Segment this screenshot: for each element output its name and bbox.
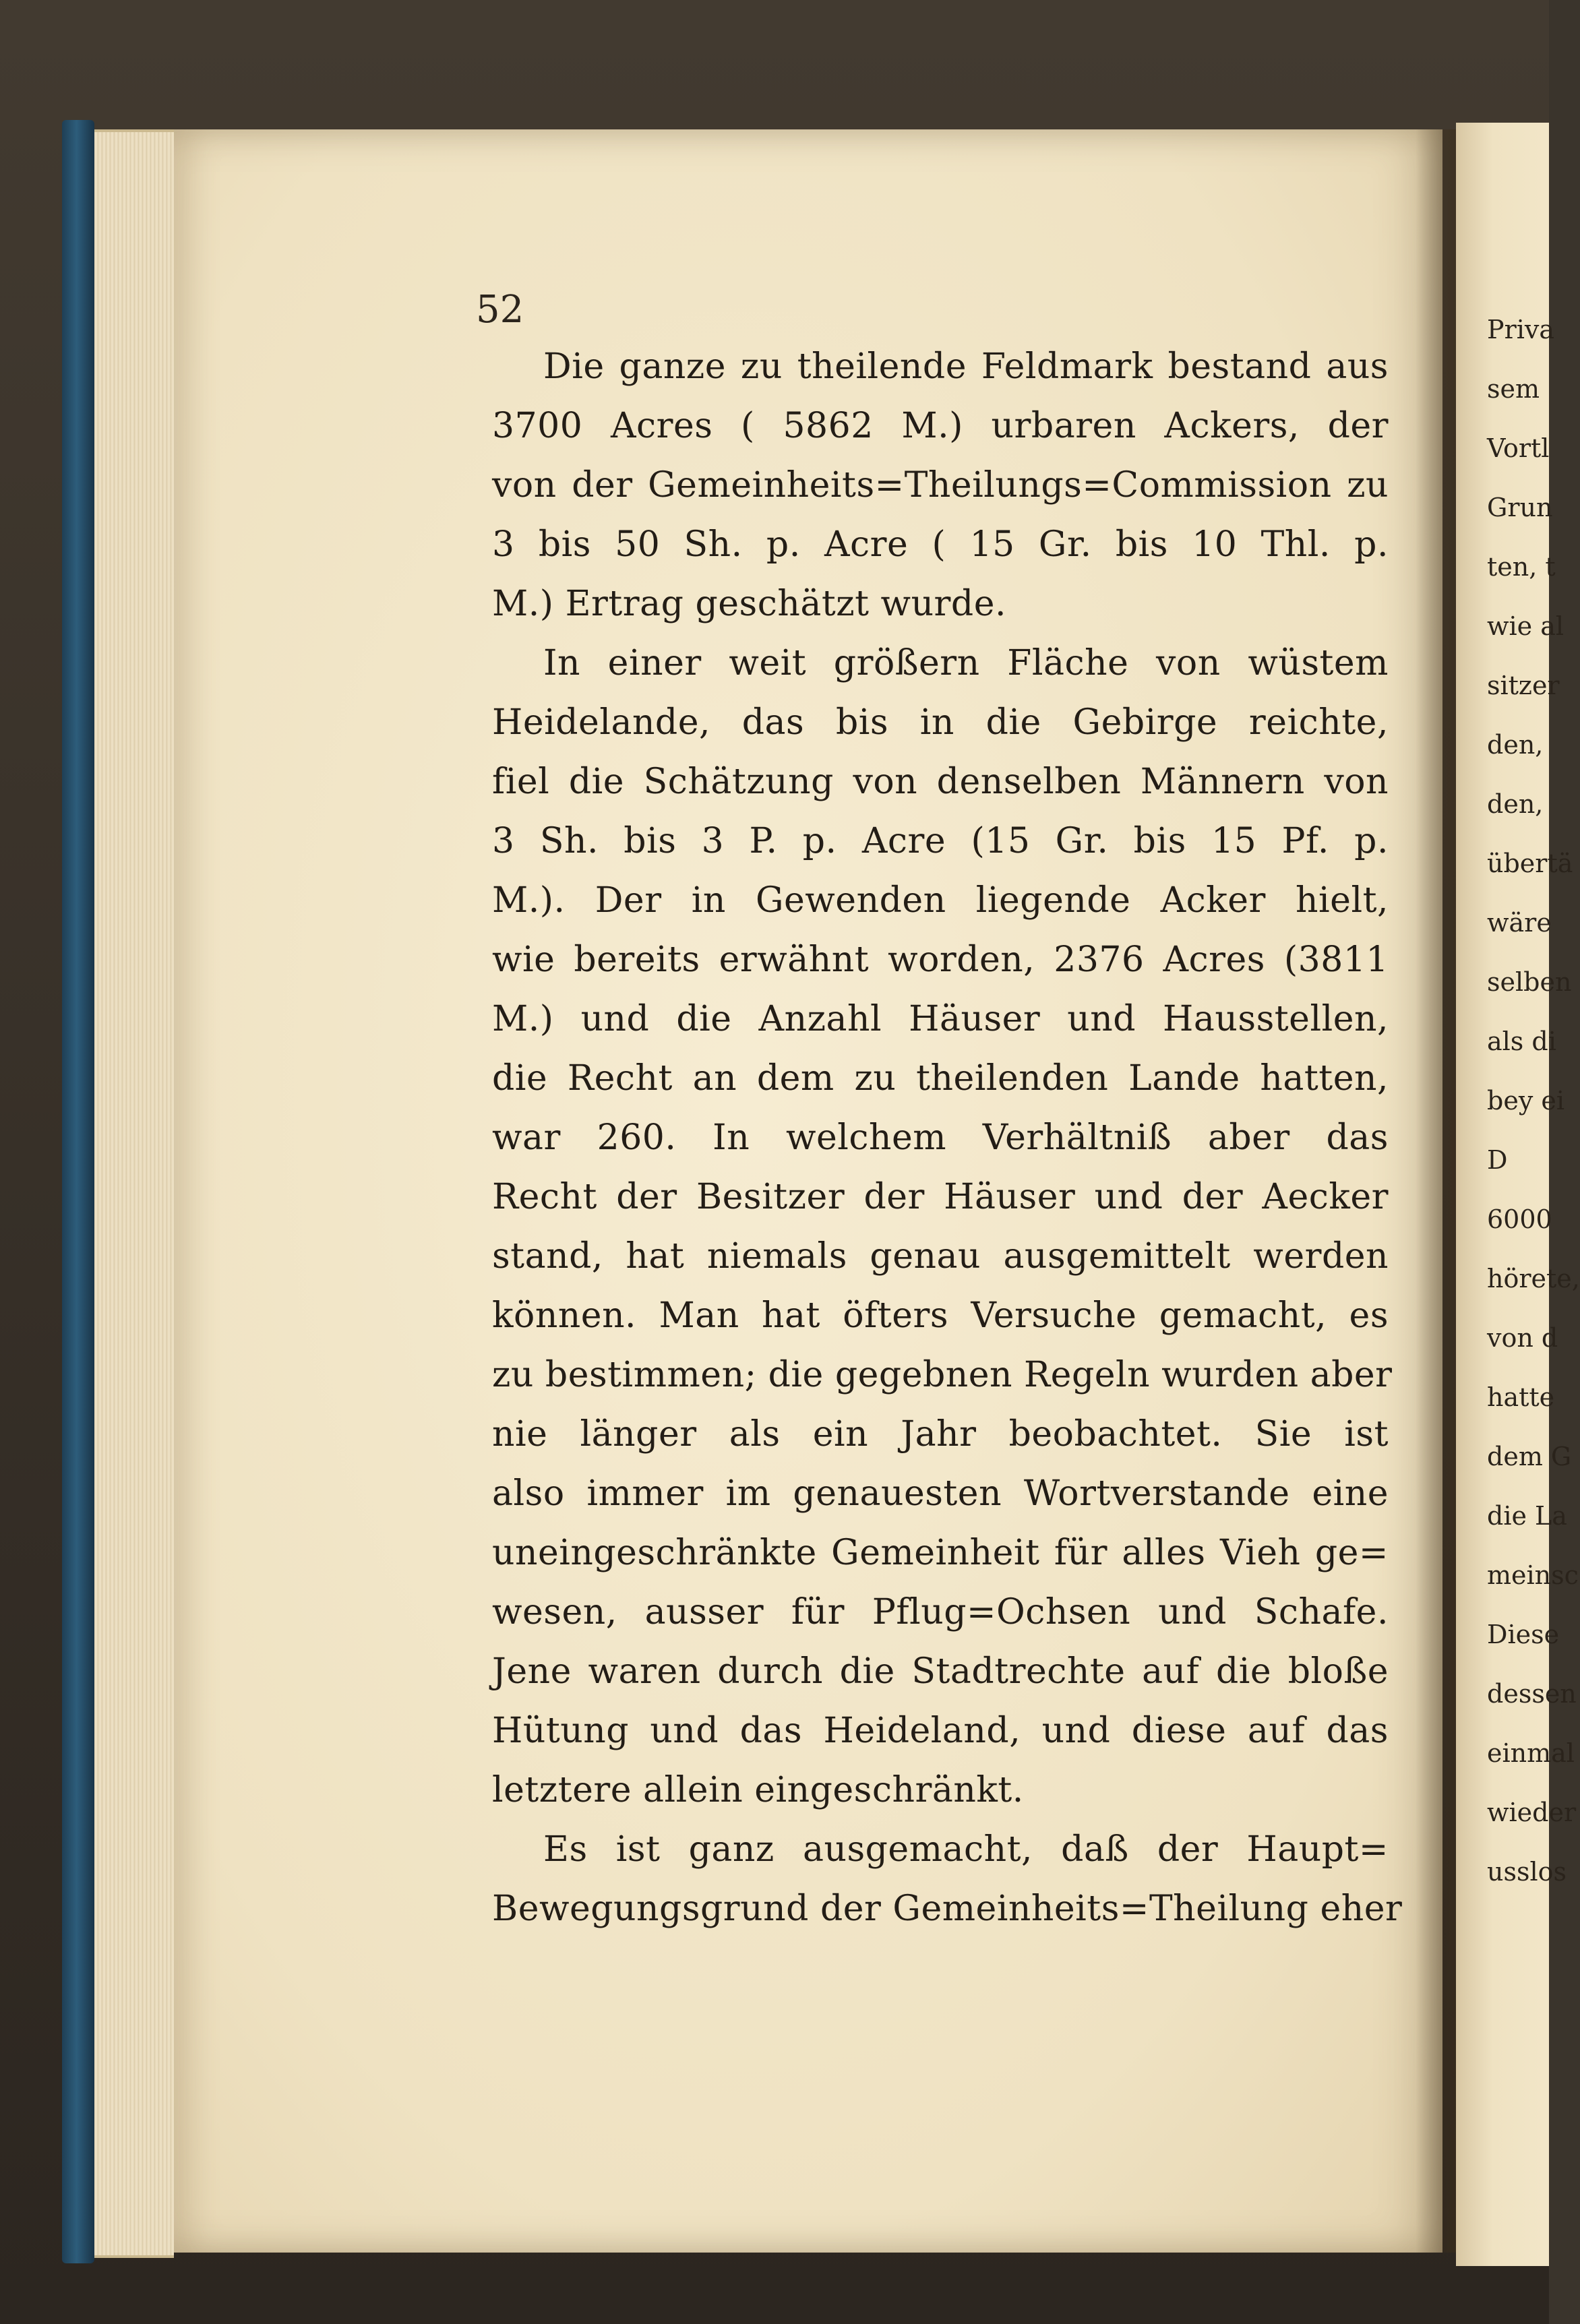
- facing-page-fragment: den,: [1487, 730, 1544, 760]
- facing-page-fragment: wieder: [1487, 1798, 1577, 1827]
- text-line: wesen, ausser für Pflug=Ochsen und Schafe.: [492, 1592, 1389, 1632]
- facing-page-fragment: übertä: [1487, 849, 1573, 878]
- page-block-edge: [94, 129, 174, 2258]
- text-line: M.) und die Anzahl Häuser und Hausstellen,: [492, 999, 1389, 1039]
- facing-page-fragment: Grun: [1487, 493, 1553, 522]
- text-line: In einer weit größern Fläche von wüstem: [543, 643, 1389, 683]
- facing-page-fragment: dessen: [1487, 1679, 1577, 1709]
- facing-page-fragment: D: [1487, 1145, 1508, 1175]
- facing-page-fragment: 6000: [1487, 1204, 1552, 1234]
- facing-page-fragment: sitzer: [1487, 671, 1560, 700]
- facing-page-fragment: selben: [1487, 967, 1572, 997]
- text-line: Es ist ganz ausgemacht, daß der Haupt=: [543, 1829, 1389, 1870]
- facing-page-fragment: Priva: [1487, 315, 1555, 344]
- text-line: M.). Der in Gewenden liegende Acker hielt,: [492, 880, 1389, 921]
- text-line: Jene waren durch die Stadtrechte auf die bloße: [492, 1651, 1389, 1692]
- facing-page-fragment: hatte: [1487, 1382, 1555, 1412]
- page-number: 52: [476, 288, 524, 332]
- facing-page-fragment: dem G: [1487, 1442, 1572, 1471]
- text-line: die Recht an dem zu theilenden Lande hatten,: [492, 1058, 1389, 1099]
- facing-page-fragment: usslos: [1487, 1857, 1567, 1887]
- text-line: stand, hat niemals genau ausgemittelt werden: [492, 1236, 1389, 1277]
- book-cover-edge: [62, 120, 94, 2263]
- text-line: nie länger als ein Jahr beobachtet. Sie ist: [492, 1414, 1389, 1455]
- body-text: [492, 337, 1403, 1938]
- text-line: 3 bis 50 Sh. p. Acre ( 15 Gr. bis 10 Thl. p.: [492, 524, 1389, 565]
- facing-page-fragment: sem: [1487, 374, 1540, 404]
- facing-page-fragment: wie al: [1487, 611, 1564, 641]
- text-line: letztere allein eingeschränkt.: [492, 1770, 1024, 1810]
- facing-page-fragment: den,: [1487, 789, 1544, 819]
- facing-page-fragment: Diese: [1487, 1620, 1560, 1649]
- text-line: können. Man hat öfters Versuche gemacht, es: [492, 1295, 1389, 1336]
- facing-page-fragment: die La: [1487, 1501, 1567, 1531]
- gutter-shadow: [1416, 129, 1456, 2253]
- facing-page-fragment: bey ei: [1487, 1086, 1565, 1115]
- text-line: Recht der Besitzer der Häuser und der Aecker: [492, 1177, 1389, 1217]
- text-line: Bewegungsgrund der Gemeinheits=Theilung eher: [492, 1889, 1403, 1929]
- text-line: Heidelande, das bis in die Gebirge reichte,: [492, 702, 1389, 743]
- text-line: fiel die Schätzung von denselben Männern von: [492, 762, 1389, 802]
- facing-page-fragment: als di: [1487, 1027, 1556, 1056]
- text-line: 3 Sh. bis 3 P. p. Acre (15 Gr. bis 15 Pf. p.: [492, 821, 1389, 861]
- facing-page-fragment: Vortl: [1487, 433, 1550, 463]
- facing-page-text: [1487, 315, 1580, 1918]
- text-line: uneingeschränkte Gemeinheit für alles Vieh ge=: [492, 1533, 1389, 1573]
- text-line: Hütung und das Heideland, und diese auf das: [492, 1711, 1389, 1751]
- text-line: 3700 Acres ( 5862 M.) urbaren Ackers, der: [492, 406, 1389, 446]
- text-line: wie bereits erwähnt worden, 2376 Acres (3811: [492, 940, 1389, 980]
- text-line: zu bestimmen; die gegebnen Regeln wurden aber: [492, 1355, 1393, 1395]
- facing-page-fragment: wäre: [1487, 908, 1552, 938]
- text-line: also immer im genauesten Wortverstande eine: [492, 1473, 1389, 1514]
- text-line: M.) Ertrag geschätzt wurde.: [492, 584, 1007, 624]
- text-line: Die ganze zu theilende Feldmark bestand aus: [543, 346, 1389, 387]
- text-line: von der Gemeinheits=Theilungs=Commission zu: [492, 465, 1389, 506]
- facing-page-fragment: ten, t: [1487, 552, 1556, 582]
- facing-page-fragment: von d: [1487, 1323, 1558, 1353]
- facing-page-fragment: meinsc: [1487, 1560, 1579, 1590]
- facing-page-fragment: einmal: [1487, 1738, 1575, 1768]
- facing-page-fragment: hörete,: [1487, 1264, 1580, 1293]
- text-line: war 260. In welchem Verhältniß aber das: [492, 1118, 1389, 1158]
